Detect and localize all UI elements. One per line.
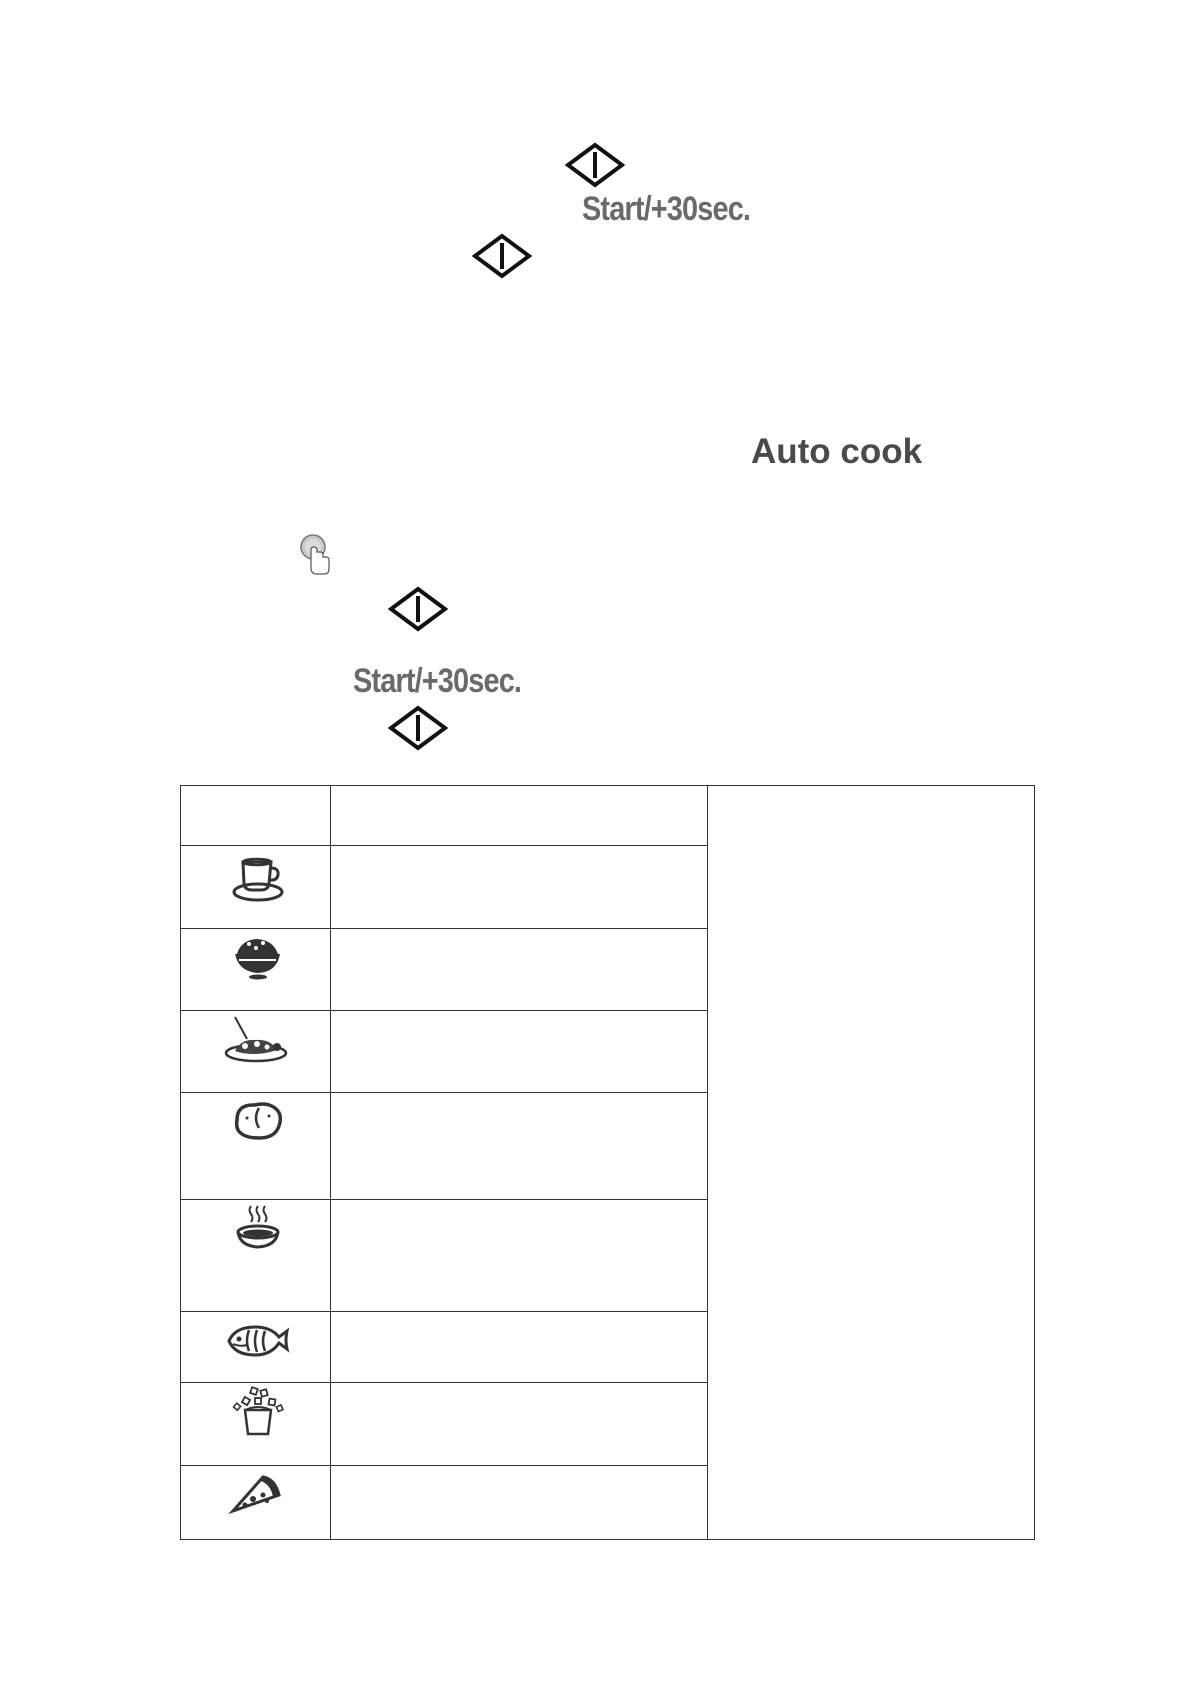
table-row-line xyxy=(181,1382,708,1383)
start-diamond-icon xyxy=(388,586,448,632)
start-plus-30sec-label: Start/+30sec. xyxy=(582,190,751,228)
table-row-line xyxy=(181,845,708,846)
section-heading: Auto cook xyxy=(751,432,923,471)
start-plus-30sec-label-2: Start/+30sec. xyxy=(353,662,522,700)
table-col-divider-2 xyxy=(707,786,708,1539)
dial-knob-icon xyxy=(297,530,333,581)
soup-bowl-icon xyxy=(223,1202,293,1258)
rice-bowl-icon xyxy=(223,932,293,988)
fish-icon xyxy=(221,1315,291,1371)
start-diamond-icon xyxy=(472,233,532,279)
table-col-divider-1 xyxy=(330,786,331,1539)
table-row-line xyxy=(181,928,708,929)
potato-icon xyxy=(223,1096,293,1152)
start-button-icon-4 xyxy=(388,705,448,756)
start-diamond-icon xyxy=(565,142,625,188)
table-row-line xyxy=(181,1092,708,1093)
popcorn-icon xyxy=(223,1384,293,1440)
table-row-line xyxy=(181,1010,708,1011)
pasta-plate-icon xyxy=(221,1013,291,1069)
auto-cook-menu-table xyxy=(180,785,1035,1540)
start-button-icon xyxy=(565,142,625,193)
table-row-line xyxy=(181,1199,708,1200)
cup-icon xyxy=(223,850,293,906)
start-diamond-icon xyxy=(388,705,448,751)
table-row-line xyxy=(181,1465,708,1466)
start-button-icon-2 xyxy=(472,233,532,284)
start-button-icon-3 xyxy=(388,586,448,637)
table-row-line xyxy=(181,1311,708,1312)
pizza-slice-icon xyxy=(223,1469,293,1525)
